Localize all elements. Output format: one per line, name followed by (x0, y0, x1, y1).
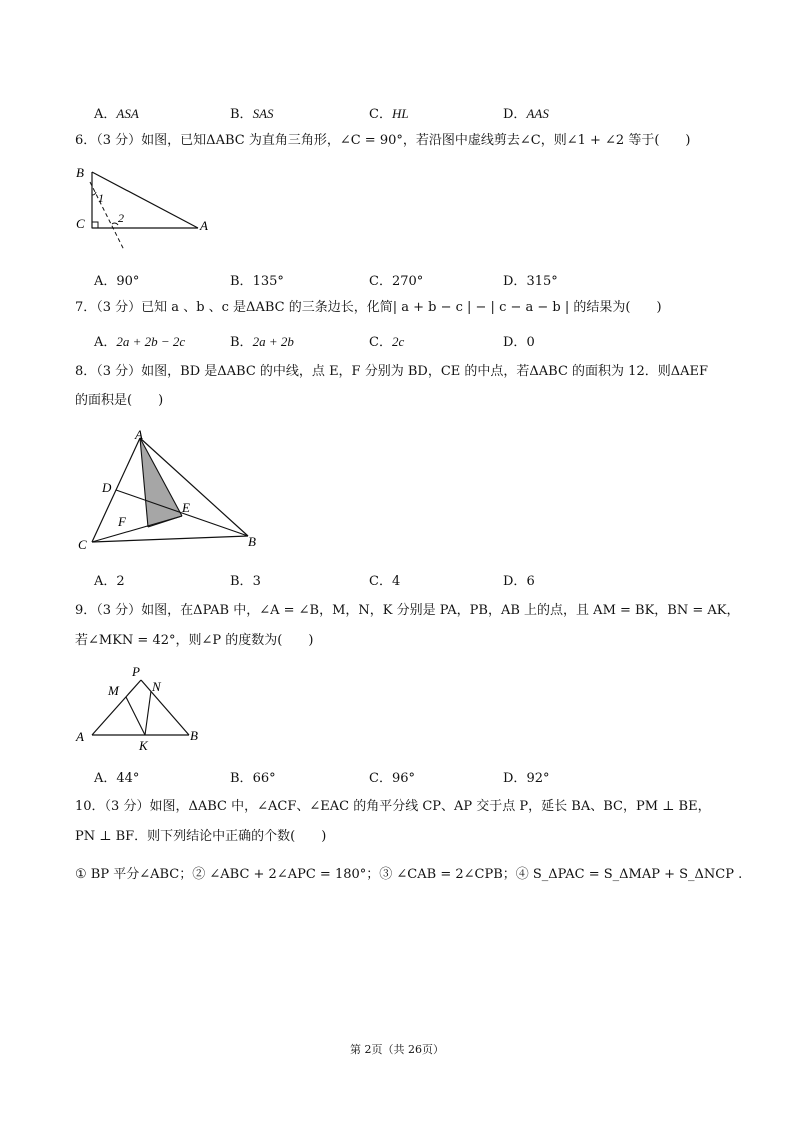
q8-stem-line1: 8．（3 分）如图，BD 是ΔABC 的中线，点 E，F 分别为 BD，CE 的中点，若ΔABC 的面积为 12．则ΔAEF (75, 364, 708, 379)
q9-stem-line1: 9．（3 分）如图，在ΔPAB 中，∠A = ∠B，M，N，K 分别是 PA，PB，AB 上的点，且 AM = BK，BN = AK， (75, 603, 740, 618)
q8-label-c: C (78, 537, 87, 552)
q9-option-c: C．96° (369, 771, 415, 786)
q9-option-b: B．66° (230, 771, 276, 786)
q7-option-b: B．2a + 2b (230, 334, 294, 350)
q6-label-2: 2 (118, 211, 124, 225)
q6-label-a: A (200, 218, 208, 233)
q9-label-k: K (139, 738, 148, 753)
q6-option-b: B．135° (230, 274, 284, 289)
q6-stem: 6．（3 分）如图，已知ΔABC 为直角三角形，∠C = 90°，若沿图中虚线剪去∠C，则∠1 + ∠2 等于( ) (75, 133, 691, 148)
q10-statements: ① BP 平分∠ABC；② ∠ABC + 2∠APC = 180°；③ ∠CAB = 2∠CPB；④ S_ΔPAC = S_ΔMAP + S_ΔNCP . (75, 867, 743, 882)
q5-option-b: B．SAS (230, 106, 274, 122)
q6-option-a: A．90° (94, 274, 140, 289)
q8-label-b: B (248, 534, 256, 549)
q9-label-n: N (152, 679, 161, 694)
q8-label-e: E (182, 500, 190, 515)
q5-option-c: C．HL (369, 106, 409, 122)
q5-option-d: D．AAS (503, 106, 549, 122)
q6-label-1: 1 (98, 191, 104, 205)
q8-stem-line2: 的面积是( ) (75, 393, 164, 408)
q9-option-a: A．44° (94, 771, 140, 786)
q6-option-d: D．315° (503, 274, 558, 289)
q7-stem: 7．（3 分）已知 a 、b 、c 是ΔABC 的三条边长，化简| a + b − c | − | c − a − b | 的结果为( ) (75, 300, 662, 315)
q8-option-b: B．3 (230, 574, 261, 589)
q8-option-a: A．2 (94, 574, 125, 589)
q7-option-d: D．0 (503, 335, 535, 350)
q9-label-m: M (108, 683, 119, 698)
q9-figure (72, 660, 212, 755)
q6-figure (72, 160, 222, 250)
q8-option-c: C．4 (369, 574, 401, 589)
q6-label-b: B (76, 165, 84, 180)
q9-option-d: D．92° (503, 771, 550, 786)
q9-label-p: P (132, 664, 140, 679)
q9-label-b: B (190, 728, 198, 743)
q8-label-a: A (135, 427, 143, 442)
q5-option-a: A．ASA (94, 106, 139, 122)
q6-label-c: C (76, 216, 85, 231)
q7-option-a: A．2a + 2b − 2c (94, 334, 186, 350)
page-footer: 第 2页（共 26页） (350, 1043, 444, 1056)
q8-label-f: F (118, 514, 126, 529)
q9-stem-line2: 若∠MKN = 42°，则∠P 的度数为( ) (75, 633, 314, 648)
q9-label-a: A (76, 729, 84, 744)
q8-option-d: D．6 (503, 574, 535, 589)
q6-option-c: C．270° (369, 274, 424, 289)
q10-stem-line2: PN ⊥ BF．则下列结论中正确的个数( ) (75, 829, 327, 844)
q8-label-d: D (102, 480, 112, 495)
q8-figure (72, 424, 272, 554)
q10-stem-line1: 10．（3 分）如图，ΔABC 中，∠ACF、∠EAC 的角平分线 CP、AP 交于点 P，延长 BA、BC，PM ⊥ BE， (75, 799, 711, 814)
q7-option-c: C．2c (369, 334, 405, 350)
